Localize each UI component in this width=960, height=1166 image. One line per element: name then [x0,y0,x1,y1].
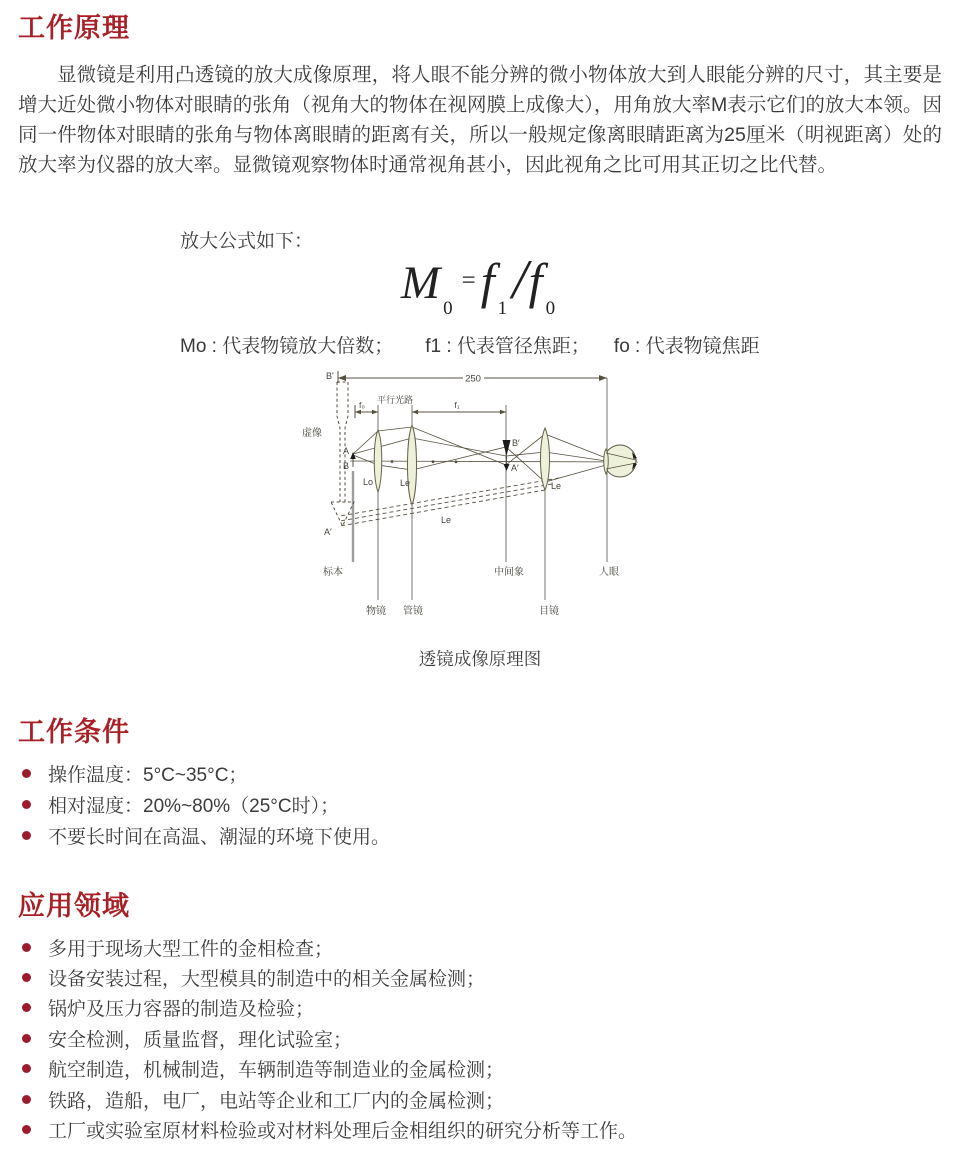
b-object-label: B [342,461,349,471]
formula-numerator-sub: 1 [497,298,508,319]
list-item [18,789,390,820]
dim250-label: 250 [465,373,481,385]
bullet-icon [22,973,31,982]
formula-lhs: M [400,257,441,309]
list-item [18,1114,637,1144]
eye-lens-shape [604,449,609,474]
formula-lhs-sub: 0 [443,298,453,319]
principle-paragraph: 显微镜是利用凸透镜的放大成像原理，将人眼不能分辨的微小物体放大到人眼能分辨的尺寸，其主要是增大近处微小物体对眼睛的张角（视角大的物体在视网膜上成像大），用角放大率M表示它们的放大本领。因同一件物体对眼睛的张角与物体离眼睛的距离有关，所以一般规定像离眼睛距离为25厘米（明视距离）处的放大率为仪器的放大率。显微镜观察物体时通常视角甚小，因此视角之比可用其正切之比代替。 [18,64,942,176]
list-item [18,758,390,789]
application-text: 锅炉及压力容器的制造及检验； [48,999,315,1021]
list-item [18,993,637,1023]
le-tube-label: Le [400,478,411,488]
condition-text: 不要长时间在高温、潮湿的环境下使用。 [48,827,391,848]
list-item [18,962,637,992]
bullet-icon [22,1125,31,1134]
application-text: 铁路，造船，电厂，电站等企业和工厂内的金属检测； [48,1090,505,1112]
eyepiece-label: 目镜 [539,606,559,617]
application-text: 安全检测，质量监督，理化试验室； [48,1029,353,1051]
list-item [18,932,637,962]
le-dashed-label: Le [441,515,452,525]
lens-imaging-diagram [300,368,700,623]
bullet-icon [22,1034,31,1043]
tube-lens-shape [408,425,417,505]
list-item [18,1023,637,1053]
axis-dot-2 [432,460,435,463]
a-prime-virtual-label: A′ [324,527,332,537]
virtual-arrow-right [342,382,349,502]
bullet-icon [22,769,31,778]
condition-text: 操作温度：5°C~35°C； [48,765,248,786]
legend-mo: Mo : 代表物镜放大倍数； [180,336,394,357]
axis-dot-1 [391,460,394,463]
f1-arrow-right [500,410,506,414]
human-eye-label: 人眼 [599,567,619,578]
dim250-arrow-left [338,375,346,381]
section-title-applications: 应用领域 [18,891,130,921]
intermediate-arrow-head [504,464,510,471]
tube-lens-label: 管镜 [403,606,423,617]
axis-dot-3 [455,460,458,463]
f1-arrow-left [412,410,418,414]
b-prime-top-label: B' [326,371,334,381]
bullet-icon [22,1003,31,1012]
f0-arrow-left [355,410,361,414]
bullet-icon [22,800,31,809]
formula-denominator-sub: 0 [545,298,556,319]
dim250-arrow-right [599,375,607,381]
eyepiece-lens-shape [541,428,550,490]
bullet-icon [22,1095,31,1104]
section-title-principle: 工作原理 [18,13,130,43]
formula-equals: = [461,267,476,294]
f0-arrow-right [372,410,378,414]
legend-fo: fo : 代表物镜焦距 [613,336,760,357]
application-text: 航空制造，机械制造，车辆制造等制造业的金属检测； [48,1060,505,1082]
specimen-label: 标本 [323,567,343,578]
bullet-icon [22,831,31,840]
ray-middle [353,438,606,461]
list-item [18,1054,637,1084]
intermediate-arrow-bold [503,440,511,456]
bullet-icon [22,1064,31,1073]
magnification-formula [0,246,960,343]
virtual-arrow-left [337,382,340,502]
ray-lower [353,447,637,482]
formula-legend [180,331,760,358]
formula-denominator: f [528,253,543,309]
a-prime-mid-label: A′ [511,463,519,473]
list-item [18,820,390,851]
legend-f1: f1 : 代表管径焦距； [425,336,590,357]
formula-numerator: f [480,253,495,309]
parallel-path-label: 平行光路 [377,395,414,405]
list-item [18,1084,637,1114]
formula-slash: / [512,249,528,311]
conditions-list [18,758,390,851]
application-text: 多用于现场大型工件的金相检查； [48,938,334,960]
application-text: 工厂或实验室原材料检验或对材料处理后金相组织的研究分析等工作。 [48,1121,638,1143]
section-title-conditions: 工作条件 [18,717,130,747]
virtual-image-label: 虚像 [302,428,322,439]
f1-label: f₁ [454,400,460,410]
eye-shape [604,445,636,477]
figure-caption: 透镜成像原理图 [418,649,542,669]
f0-label: f₀ [359,400,365,410]
a-object-label: A [342,446,349,456]
objective-lens-shape [374,430,382,492]
lo-label: Lo [363,477,374,487]
application-text: 设备安装过程，大型模具的制造中的相关金属检测； [48,969,486,991]
formula-intro-label: 放大公式如下： [180,231,314,252]
objective-label: 物镜 [366,606,386,617]
le-eyepiece-label: Le [551,481,562,491]
bullet-icon [22,943,31,952]
condition-text: 相对湿度：20%~80%（25°C时）； [48,796,340,817]
intermediate-image-label: 中间象 [494,567,524,578]
b-prime-mid-label: B′ [512,438,520,448]
applications-list [18,932,637,1145]
